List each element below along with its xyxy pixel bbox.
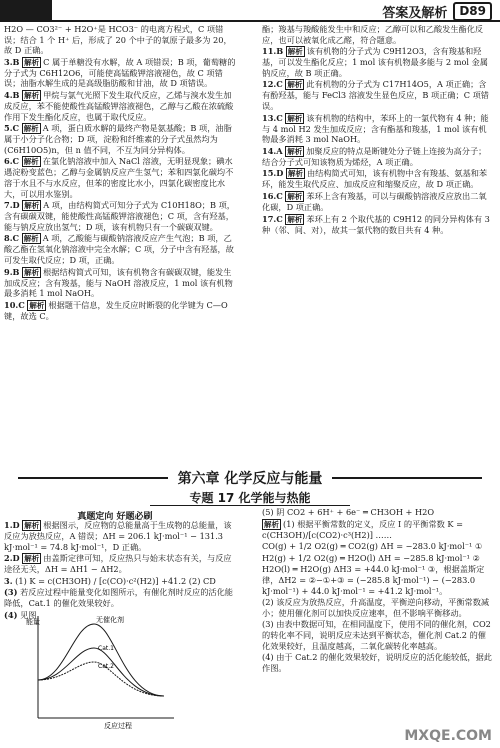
answer-text: H2(g) + 1/2 O2(g) ═ H2O(l) ΔH = −285.8 kJ·mol⁻¹ ② bbox=[262, 552, 480, 563]
analysis-tag: 解析 bbox=[23, 157, 39, 167]
answer-paragraph bbox=[4, 24, 236, 56]
answer-text: 由结构简式可知，该有机物中含有羧基、氨基和苯环，能发生取代反应、加成反应和缩聚反应，故 D 项正确。 bbox=[262, 168, 488, 190]
question-number: 6.C bbox=[4, 156, 20, 167]
answer-text: 根据图示，反应物的总能量高于生成物的总能量，该反应为放热反应，A 错误；ΔH = 206.1 kJ·mol⁻¹ − 131.3 kJ·mol⁻¹ = 74.8 kJ·mol⁻¹，D 正确。 bbox=[4, 520, 232, 552]
question-number: 1.D bbox=[4, 520, 20, 530]
chapter-rule-right bbox=[332, 477, 482, 479]
header-title: 答案及解析 bbox=[382, 6, 448, 21]
analysis-tag: 解析 bbox=[24, 554, 40, 564]
energy-diagram-svg bbox=[24, 610, 184, 730]
analysis-tag: 解析 bbox=[24, 201, 40, 211]
analysis-tag: 解析 bbox=[24, 521, 40, 530]
bottom-right-column bbox=[262, 507, 494, 674]
bottom-left-column bbox=[4, 520, 236, 621]
question-number: 8.C bbox=[4, 233, 20, 244]
answer-text: 根据结构简式可知，该有机物含有碳碳双键，能发生加成反应；含有羧基，能与 NaOH 溶液反应，1 mol 该有机物最多消耗 1 mol NaOH。 bbox=[4, 266, 233, 299]
answer-paragraph bbox=[262, 146, 494, 168]
watermark-logo: MXQE.COM bbox=[404, 728, 492, 744]
answer-text: 该有机物的结构中，苯环上的一氯代物有 4 种；能与 4 mol H2 发生加成反应；含有酯基和羧基，1 mol 该有机物最多消耗 3 mol NaOH。 bbox=[262, 112, 489, 145]
curve1-label: 无催化剂 bbox=[96, 616, 124, 624]
question-number: 3. bbox=[4, 575, 13, 586]
answer-paragraph bbox=[262, 113, 494, 145]
analysis-tag: 解析 bbox=[287, 113, 303, 123]
analysis-tag: 解析 bbox=[264, 519, 279, 529]
answer-text: CO(g) + 1/2 O2(g) ═ CO2(g) ΔH = −283.0 kJ·mol⁻¹ ① bbox=[262, 541, 483, 552]
analysis-tag: 解析 bbox=[23, 124, 39, 134]
answer-text: A 项，由结构简式可知分子式为 C10H18O；B 项，含有碳碳双键，能使酸性高锰酸钾溶液褪色；C 项，含有羟基，能与钠反应放出氢气；D 项，该有机物只有一个碳碳双键。 bbox=[4, 200, 235, 232]
answer-paragraph bbox=[262, 652, 494, 673]
answer-paragraph bbox=[262, 168, 494, 190]
analysis-tag: 解析 bbox=[287, 146, 303, 156]
answer-paragraph bbox=[4, 520, 236, 552]
answer-text: (2) 该反应为放热反应，升高温度，平衡逆向移动，平衡常数减小；使用催化剂可以加快反应速率，但不影响平衡移动。 bbox=[262, 597, 490, 618]
question-number: 2.D bbox=[4, 553, 20, 564]
answer-text: 甲烷与氯气光照下发生取代反应，乙烯与溴水发生加成反应，苯不能使酸性高锰酸钾溶液褪色，乙醇与乙酸在浓硫酸作用下发生酯化反应，也属于取代反应。 bbox=[4, 89, 234, 122]
answer-paragraph bbox=[262, 214, 494, 236]
question-number: (4) bbox=[4, 609, 18, 620]
answer-text: (5) 阴 CO2 + 6H⁺ + 6e⁻ ═ CH3OH + H2O bbox=[262, 507, 435, 517]
analysis-tag: 解析 bbox=[24, 267, 40, 277]
curve2-label: Cat.1 bbox=[98, 645, 114, 652]
answer-text: 苯环上有 2 个取代基的 C9H12 的同分异构体有 3 种（邻、间、对），故其一氯代物的数目共有 4 种。 bbox=[262, 213, 490, 235]
answer-paragraph bbox=[262, 46, 494, 78]
question-number: 17.C bbox=[262, 213, 283, 224]
left-column bbox=[4, 24, 236, 322]
answer-text: 若反应过程中能量变化如图所示，有催化剂时反应的活化能降低，Cat.1 的催化效果较好。 bbox=[4, 587, 233, 608]
analysis-tag: 解析 bbox=[29, 300, 45, 310]
answer-text: 酯；羧基与羧酸能发生中和反应；乙醇可以和乙酸发生酯化反应，也可以被氧化成乙醛，符合题意。 bbox=[262, 24, 484, 45]
chapter-rule-left bbox=[18, 477, 168, 479]
question-number: 10.C bbox=[4, 299, 25, 310]
answer-text: (1) 根据平衡常数的定义，反应 I 的平衡常数 K = c(CH3OH)/[c(CO2)·c³(H2)] …… bbox=[262, 518, 464, 540]
question-number: 9.B bbox=[4, 266, 20, 277]
question-number: 16.C bbox=[262, 190, 283, 201]
answer-text: 根据题干信息，发生反应时断裂的化学键为 C—O 键，故选 C。 bbox=[4, 299, 228, 321]
energy-diagram bbox=[24, 610, 184, 730]
answer-text: 苯环上含有羧基，可以与碳酸钠溶液反应放出二氧化碳，D 项正确。 bbox=[262, 190, 487, 212]
chapter-heading bbox=[0, 468, 500, 488]
answer-text: (4) 由于 Cat.2 的催化效果较好，说明反应的活化能较低，据此作图。 bbox=[262, 652, 492, 673]
question-number: 13.C bbox=[262, 112, 283, 123]
question-number: 7.D bbox=[4, 200, 20, 211]
topic-heading: 专题 17 化学能与热能 bbox=[150, 489, 350, 506]
answer-paragraph bbox=[262, 191, 494, 213]
question-number: 15.D bbox=[262, 168, 284, 179]
answer-paragraph bbox=[262, 597, 494, 618]
answer-text: A 项，乙酸能与碳酸钠溶液反应产生气泡；B 项，乙酸乙酯在氢氧化钠溶液中完全水解；C 项，分子中含有羟基，故可发生取代反应；D 项，正确。 bbox=[4, 233, 234, 265]
answer-text: (1) K = c(CH3OH) / [c(CO)·c²(H2)] +41.2 (2) CD bbox=[15, 575, 216, 586]
y-label: 能量 bbox=[26, 618, 40, 626]
answer-paragraph bbox=[4, 267, 236, 299]
answer-text: 见图 bbox=[20, 609, 37, 620]
question-number: 12.C bbox=[262, 79, 283, 90]
analysis-tag: 解析 bbox=[287, 214, 303, 224]
question-number: 14.A bbox=[262, 145, 283, 156]
analysis-tag: 解析 bbox=[24, 57, 40, 67]
answer-paragraph bbox=[4, 233, 236, 265]
curve-uncatalyzed bbox=[38, 624, 164, 696]
curve-cat1 bbox=[38, 648, 164, 696]
question-number: 5.C bbox=[4, 123, 20, 134]
answer-paragraph bbox=[4, 57, 236, 89]
answer-paragraph bbox=[262, 564, 494, 596]
corner-block bbox=[0, 0, 52, 20]
answer-paragraph bbox=[4, 123, 236, 155]
answer-paragraph bbox=[4, 587, 236, 608]
answer-text: H2O — CO3²⁻ + H2O⁺是 HCO3⁻ 的电离方程式，C 项错误；结合 1 个 H⁺ 后，形成了 20 个中子的氧原子最多为 20，故 D 正确。 bbox=[4, 24, 232, 56]
analysis-tag: 解析 bbox=[287, 80, 303, 90]
answer-paragraph bbox=[4, 156, 236, 199]
chapter-title: 第六章 化学反应与能量 bbox=[177, 471, 323, 487]
question-number: 3.B bbox=[4, 56, 20, 67]
answer-paragraph bbox=[262, 619, 494, 651]
question-number: (3) bbox=[4, 587, 18, 598]
question-number: 4.B bbox=[4, 89, 20, 100]
answer-paragraph bbox=[4, 200, 236, 232]
analysis-tag: 解析 bbox=[287, 169, 303, 179]
answer-paragraph bbox=[262, 507, 494, 518]
page-number: D89 bbox=[453, 2, 492, 21]
answer-text: 在氯化钠溶液中加入 NaCl 溶液，无明显现象；碘水遇淀粉变蓝色；乙醇与金属钠反应产生氢气；苯和四氯化碳均不溶于水且不与水反应，但苯的密度比水小，四氯化碳密度比水大，可以用水鉴别。 bbox=[4, 156, 234, 199]
answer-text: (3) 由表中数据可知，在相同温度下，使用不同的催化剂，CO2 的转化率不同，说明反应未达到平衡状态，催化剂 Cat.2 的催化效果较好，且温度越高，二氧化碳转化率越高。 bbox=[262, 619, 491, 651]
answer-text: A 项，蛋白质水解的最终产物是氨基酸；B 项，油脂属于小分子化合物；D 项，淀粉和纤维素的分子式虽然均为 (C6H10O5)n，但 n 值不同，不互为同分异构体。 bbox=[4, 123, 232, 155]
right-column bbox=[262, 24, 494, 236]
answer-paragraph bbox=[4, 576, 236, 587]
sub-heading: 真题定向 好题必刷 bbox=[77, 512, 153, 522]
x-label: 反应过程 bbox=[104, 722, 132, 730]
answer-paragraph bbox=[262, 79, 494, 111]
analysis-tag: 解析 bbox=[287, 191, 303, 201]
answer-text: C 属于单糖没有水解，故 A 项错误；B 项，葡萄糖的分子式为 C6H12O6，可能使高锰酸钾溶液褪色，故 C 项错误；油脂水解生成的是高级脂肪酸和甘油，故 D 项错误。 bbox=[4, 56, 236, 89]
curve3-label: Cat.2 bbox=[98, 663, 114, 670]
answer-text: 此有机物的分子式为 C17H14O5，A 项正确；含有酚羟基，能与 FeCl3 溶液发生显色反应，B 项正确；C 项错误。 bbox=[262, 79, 489, 111]
analysis-tag: 解析 bbox=[23, 234, 39, 244]
answer-paragraph bbox=[262, 553, 494, 564]
answer-paragraph bbox=[262, 541, 494, 552]
answer-paragraph bbox=[4, 553, 236, 575]
answer-text: 该有机物的分子式为 C9H12O3，含有羧基和羟基，可以发生酯化反应；1 mol 该有机物最多能与 2 mol 金属钠反应，故 B 项正确。 bbox=[262, 46, 488, 78]
answer-text: 加聚反应的特点是断键处分子链上连接为高分子；结合分子式可知该物质为烯烃，A 项正确。 bbox=[262, 145, 487, 167]
answer-paragraph bbox=[4, 300, 236, 322]
analysis-tag: 解析 bbox=[24, 90, 40, 100]
analysis-tag: 解析 bbox=[287, 47, 303, 57]
answer-text: H2O(l) ═ H2O(g) ΔH3 = +44.0 kJ·mol⁻¹ ③，根据盖斯定律，ΔH2 = ②−①+③ = (−285.8 kJ·mol⁻¹) − (−283.0 kJ·mol⁻¹) + 44.0 kJ·mol⁻¹ = +41.2 kJ·mol⁻¹。 bbox=[262, 564, 485, 596]
answer-text: 由盖斯定律可知，反应热只与始末状态有关，与反应途径无关，ΔH = ΔH1 − ΔH2。 bbox=[4, 553, 232, 575]
question-number: 11.B bbox=[262, 46, 284, 57]
answer-paragraph bbox=[262, 24, 494, 45]
answer-paragraph bbox=[4, 90, 236, 122]
page-header bbox=[382, 2, 492, 21]
answer-paragraph bbox=[262, 519, 494, 541]
